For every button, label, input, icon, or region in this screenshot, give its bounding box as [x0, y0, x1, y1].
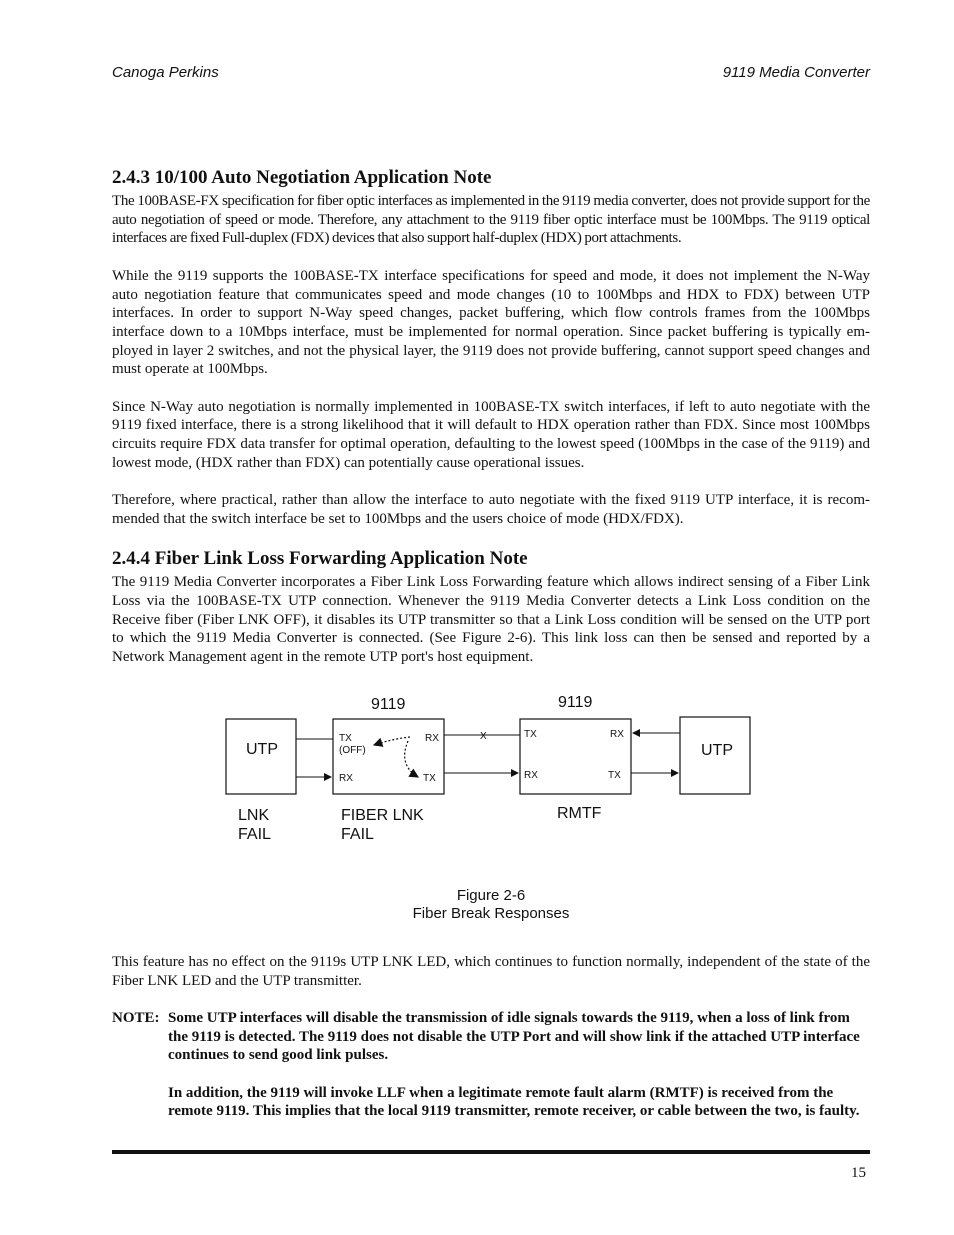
- fiber-break-x-mark: X: [480, 730, 487, 742]
- section-2-4-4-heading: 2.4.4 Fiber Link Loss Forwarding Application Note: [112, 548, 528, 570]
- lnk-fail-label-line1: LNK: [238, 806, 270, 824]
- remote-9119-label: 9119: [558, 693, 593, 711]
- running-header-company: Canoga Perkins: [112, 64, 219, 81]
- figure-2-6: [112, 689, 870, 939]
- left-utp-label: UTP: [246, 740, 278, 758]
- section-2-4-4-para-1: The 9119 Media Converter incorporates a Fiber Link Loss Forwarding feature which allows indirect sensing of a Fiber Link Loss via the 100BASE-TX UTP connection. Whenever the 9119 Media Converter detects a Link Loss condition on the Receive fiber (Fiber LNK OFF), it disables its UTP transmitter so that a Link Loss condition will be sensed on the UTP port to which the 9119 Media Converter is connected. (See Figure 2-6). This link loss can then be sensed and reported by a Network Management agent in the remote UTP port's host equipment.: [112, 574, 870, 666]
- page-number: 15: [851, 1165, 866, 1181]
- remote-rx-label: RX: [610, 728, 624, 740]
- fiber-lnk-fail-label-line2: FAIL: [341, 825, 374, 843]
- note-block: [112, 1009, 870, 1121]
- remote-tx-bottom-label: TX: [608, 769, 621, 781]
- note-para-2: In addition, the 9119 will invoke LLF when a legitimate remote fault alarm (RMTF) is received from the remote 9119. This implies that the local 9119 transmitter, remote receiver, or cable between the two, is faulty.: [168, 1084, 860, 1120]
- llf-dotted-arrow-down: [405, 741, 418, 777]
- figure-caption-title: Fiber Break Responses: [412, 904, 570, 922]
- section-2-4-3-heading: 2.4.3 10/100 Auto Negotiation Application Note: [112, 167, 492, 188]
- llf-dotted-arrow-up: [374, 737, 410, 745]
- page-body: [112, 166, 870, 1121]
- local-tx-label: TX: [339, 732, 352, 744]
- section-2-4-3-para-1: The 100BASE-FX specification for fiber optic interfaces as implemented in the 9119 media converter, does not provide support for the auto negotiation of speed or mode. Therefore, any attachment to the 9119 fiber optic interface must be 100Mbps. The 9119 optical interfaces are fixed Full-duplex (FDX) devices that also support half-duplex (HDX) port attachments.: [112, 193, 870, 247]
- fiber-lnk-fail-label-line1: FIBER LNK: [341, 806, 424, 824]
- local-tx-bottom-label: TX: [423, 772, 436, 784]
- section-2-4-3-para-3: Since N-Way auto negotiation is normally implemented in 100BASE-TX switch interfaces, if left to auto negotiate with the 9119 fixed interface, there is a strong likelihood that it will default to HDX operation rather than FDX. Since most 100Mbps circuits require FDX data transfer for optimal operation, defaulting to the lowest speed (100Mbps in the case of the 9119) and lowest mode, (HDX rather than FDX) can potentially cause operational issues.: [112, 398, 870, 471]
- note-label: NOTE:: [112, 1009, 160, 1026]
- running-header-product: 9119 Media Converter: [722, 64, 870, 81]
- figure-caption-number: Figure 2-6: [456, 886, 526, 904]
- remote-rx-bottom-label: RX: [524, 769, 538, 781]
- local-9119-label: 9119: [371, 695, 406, 713]
- footer-rule: [112, 1150, 870, 1154]
- local-rx-label: RX: [425, 732, 439, 744]
- local-tx-off-label: (OFF): [339, 744, 366, 756]
- right-utp-label: UTP: [701, 741, 733, 759]
- note-body: [168, 1009, 870, 1121]
- section-2-4-3-para-4: Therefore, where practical, rather than allow the interface to auto negotiate with the fixed 9119 UTP interface, it is recom-mended that the switch interface be set to 100Mbps and the users choice of mode (HDX/FDX).: [112, 492, 870, 527]
- local-rx-bottom-label: RX: [339, 772, 353, 784]
- after-figure-para: This feature has no effect on the 9119s UTP LNK LED, which continues to function normally, independent of the state of the Fiber LNK LED and the UTP transmitter.: [112, 953, 870, 989]
- lnk-fail-label-line2: FAIL: [238, 825, 271, 843]
- fiber-break-diagram: [112, 689, 870, 869]
- section-2-4-3-para-2: While the 9119 supports the 100BASE-TX interface specifications for speed and mode, it does not implement the N-Way auto negotiation feature that communicates speed and mode changes (10 to 100Mbps and HDX to FDX) between UTP interfaces. In order to support N-Way speed changes, packet buffering, which flow controls frames from the 100Mbps interface down to a 10Mbps interface, must be implemented for normal operation. Since packet buffering is typically em-ployed in layer 2 switches, and not the physical layer, the 9119 does not provide buffering, cannot support speed changes and must operate at 100Mbps.: [112, 267, 870, 378]
- rmtf-label: RMTF: [557, 804, 602, 822]
- remote-tx-label: TX: [524, 728, 537, 740]
- note-para-1: Some UTP interfaces will disable the transmission of idle signals towards the 9119, when a loss of link from the 9119 is detected. The 9119 does not disable the UTP Port and will show link if the attached UTP interface continues to send good link pulses.: [168, 1009, 860, 1064]
